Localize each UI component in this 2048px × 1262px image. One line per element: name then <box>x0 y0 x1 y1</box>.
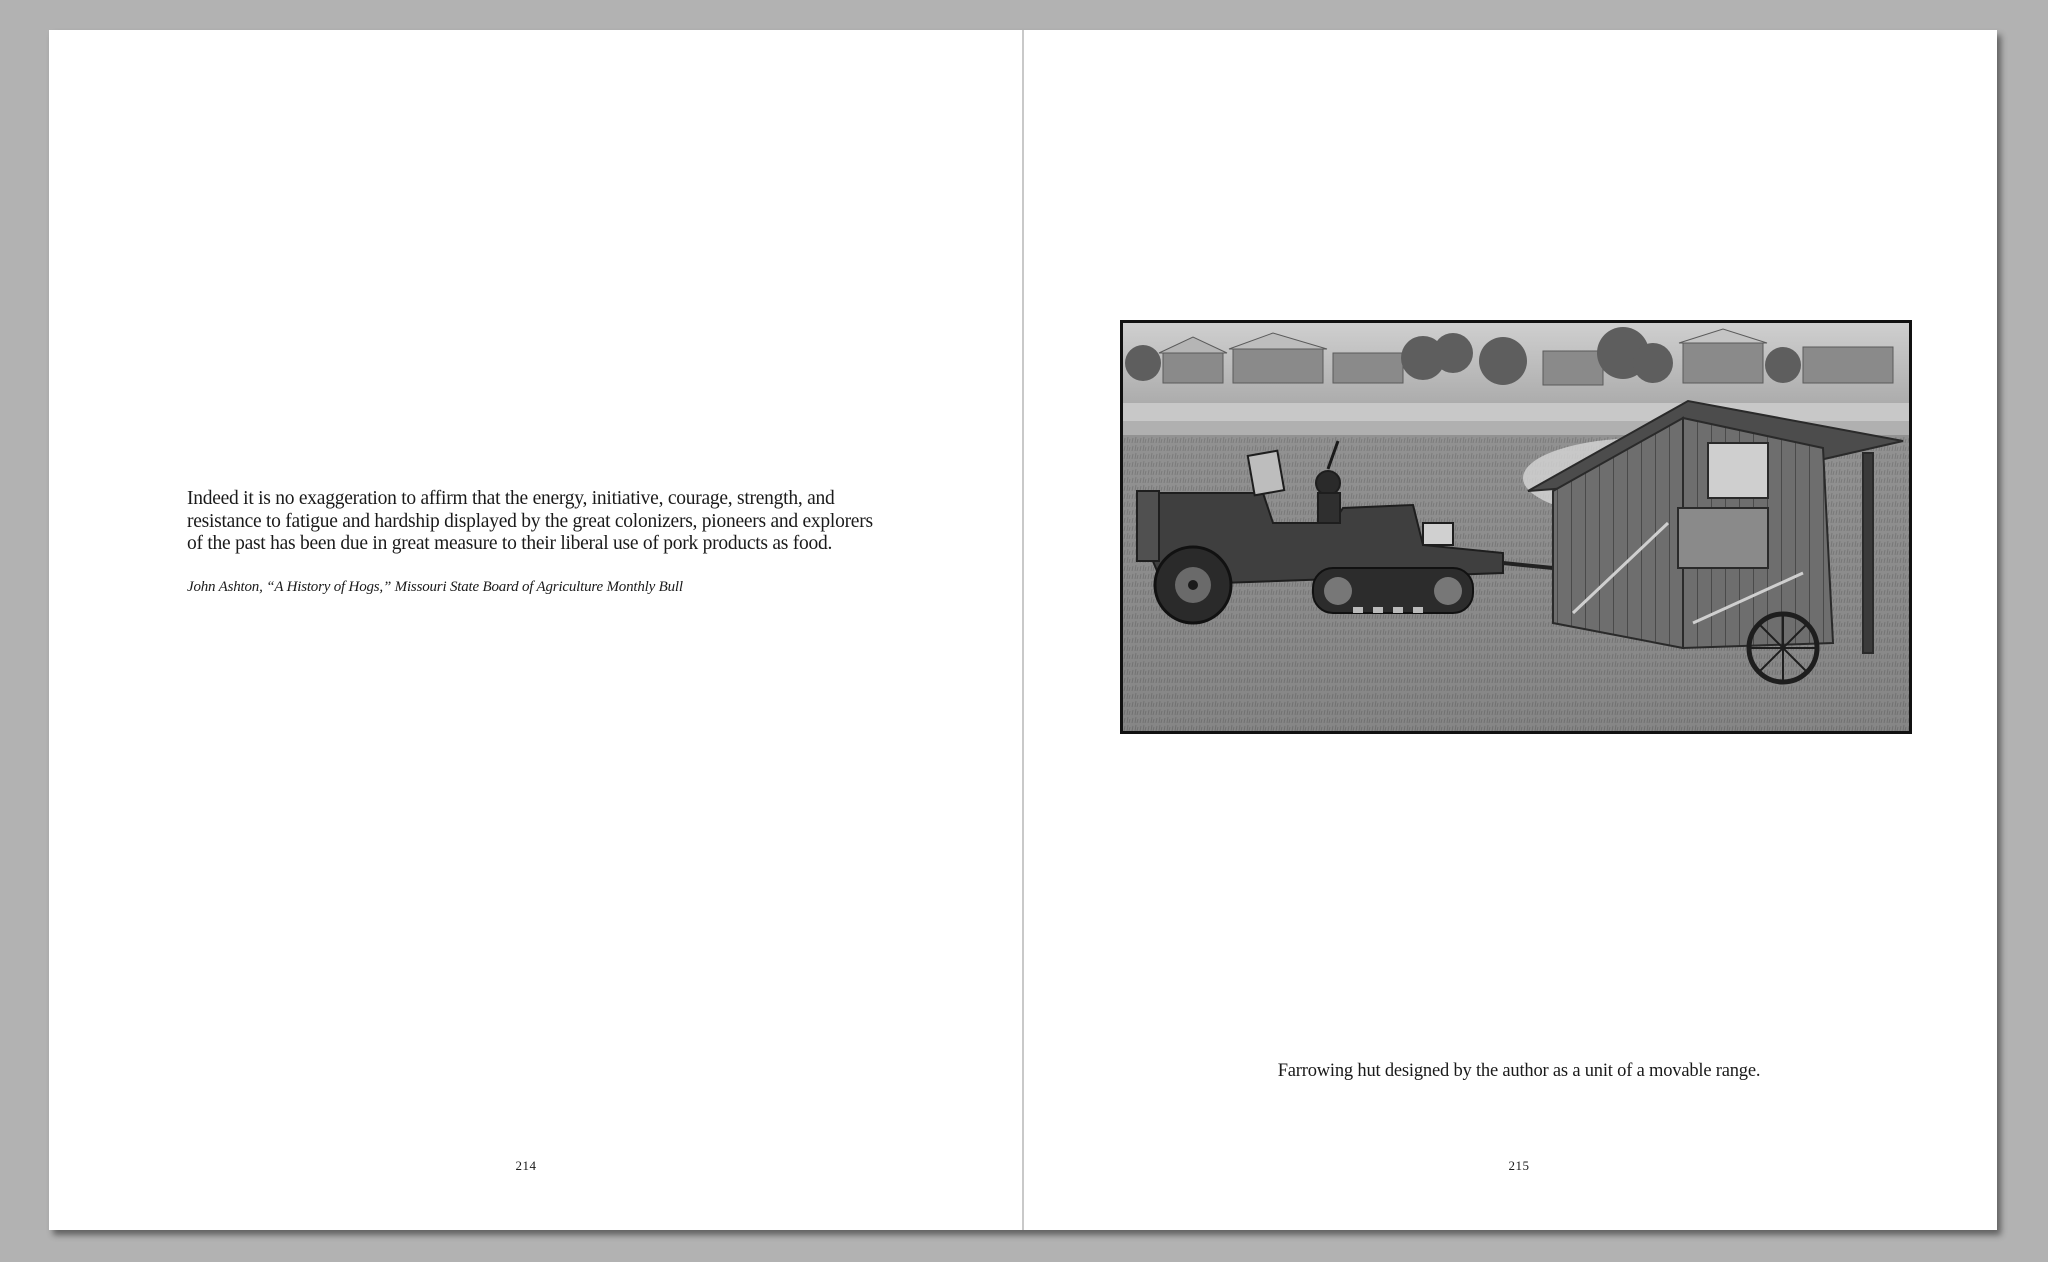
epigraph-quote: Indeed it is no exaggeration to affirm that the energy, initiative, courage, strength, and resistance to fatigue and hardship displayed by the great colonizers, pioneers and explorers of the past has been due in great measure to their liberal use of pork products as food. <box>187 488 873 555</box>
farrowing-hut-photo <box>1120 320 1912 734</box>
tractor-hauling-hut-photo-icon <box>1123 323 1909 731</box>
book-spread <box>49 30 1997 1230</box>
page-number-left: 214 <box>515 1158 537 1173</box>
epigraph-attribution: John Ashton, “A History of Hogs,” Missouri State Board of Agriculture Monthly Bull <box>187 579 683 595</box>
right-page <box>1024 30 1997 1230</box>
photo-caption: Farrowing hut designed by the author as a unit of a movable range. <box>1277 1061 1761 1081</box>
left-page <box>49 30 1022 1230</box>
page-number-right: 215 <box>1508 1158 1530 1173</box>
